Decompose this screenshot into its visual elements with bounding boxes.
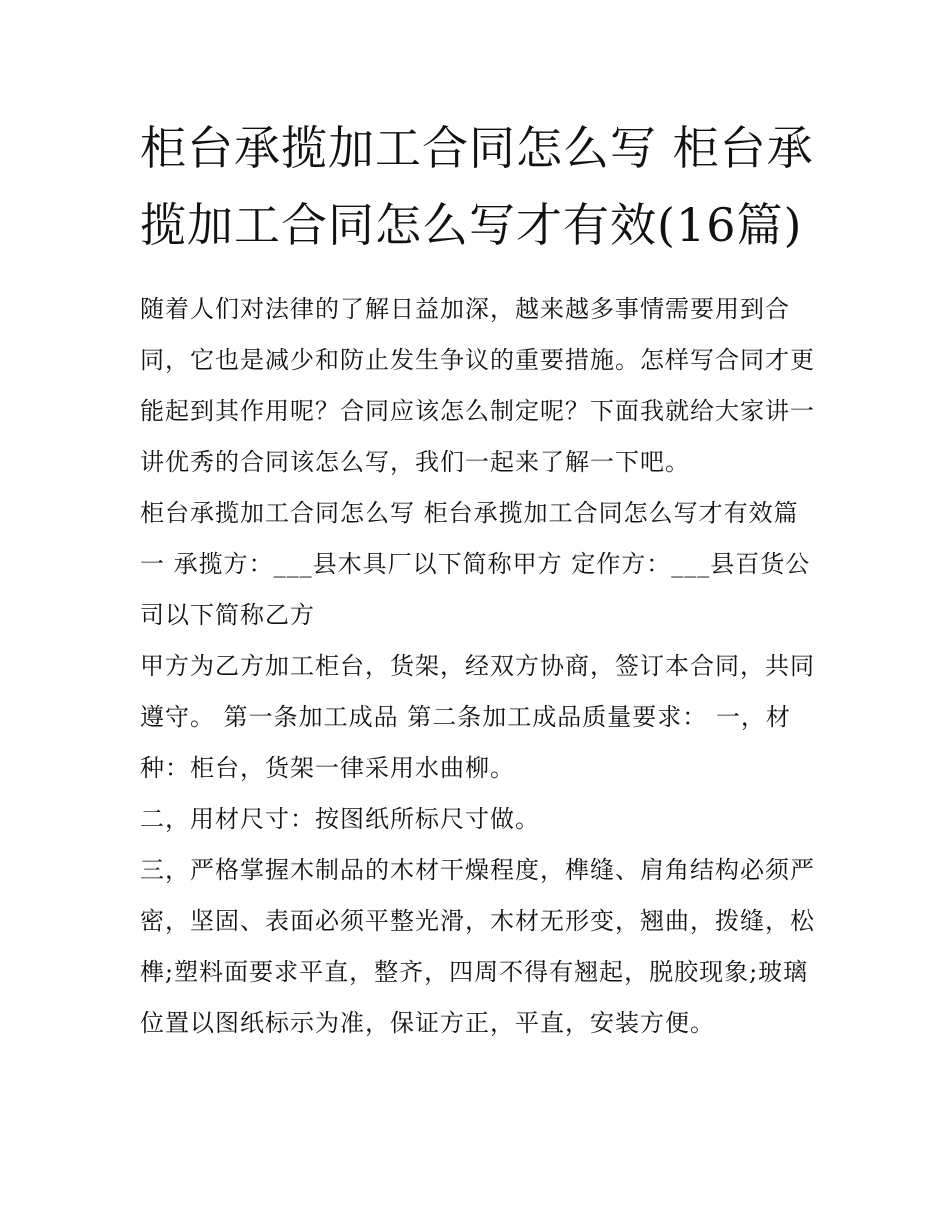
document-title: 柜台承揽加工合同怎么写 柜台承揽加工合同怎么写才有效(16篇) [140, 121, 814, 252]
document-page [140, 110, 820, 1049]
paragraph-dimensions: 二，用材尺寸：按图纸所标尺寸做。 [140, 805, 540, 833]
paragraph-intro: 随着人们对法律的了解日益加深，越来越多事情需要用到合同，它也是减少和防止发生争议的重要措施。怎样写合同才更能起到其作用呢？合同应该怎么制定呢？下面我就给大家讲一讲优秀的合同该怎么写，我们一起来了解一下吧。 [140, 295, 815, 476]
paragraph-terms: 甲方为乙方加工柜台，货架，经双方协商，签订本合同，共同遵守。 第一条加工成品 第二条加工成品质量要求： 一，材种：柜台，货架一律采用水曲柳。 [140, 652, 815, 782]
paragraph-parties: 柜台承揽加工合同怎么写 柜台承揽加工合同怎么写才有效篇一 承揽方：___县木具厂以下简称甲方 定作方：___县百货公司以下简称乙方 [140, 499, 811, 629]
paragraph-quality: 三，严格掌握木制品的木材干燥程度，榫缝、肩角结构必须严密，坚固、表面必须平整光滑，木材无形变，翘曲，拨缝，松榫;塑料面要求平直，整齐，四周不得有翘起，脱胶现象;玻璃位置以图纸标示为准，保证方正，平直，安装方便。 [140, 856, 815, 1037]
